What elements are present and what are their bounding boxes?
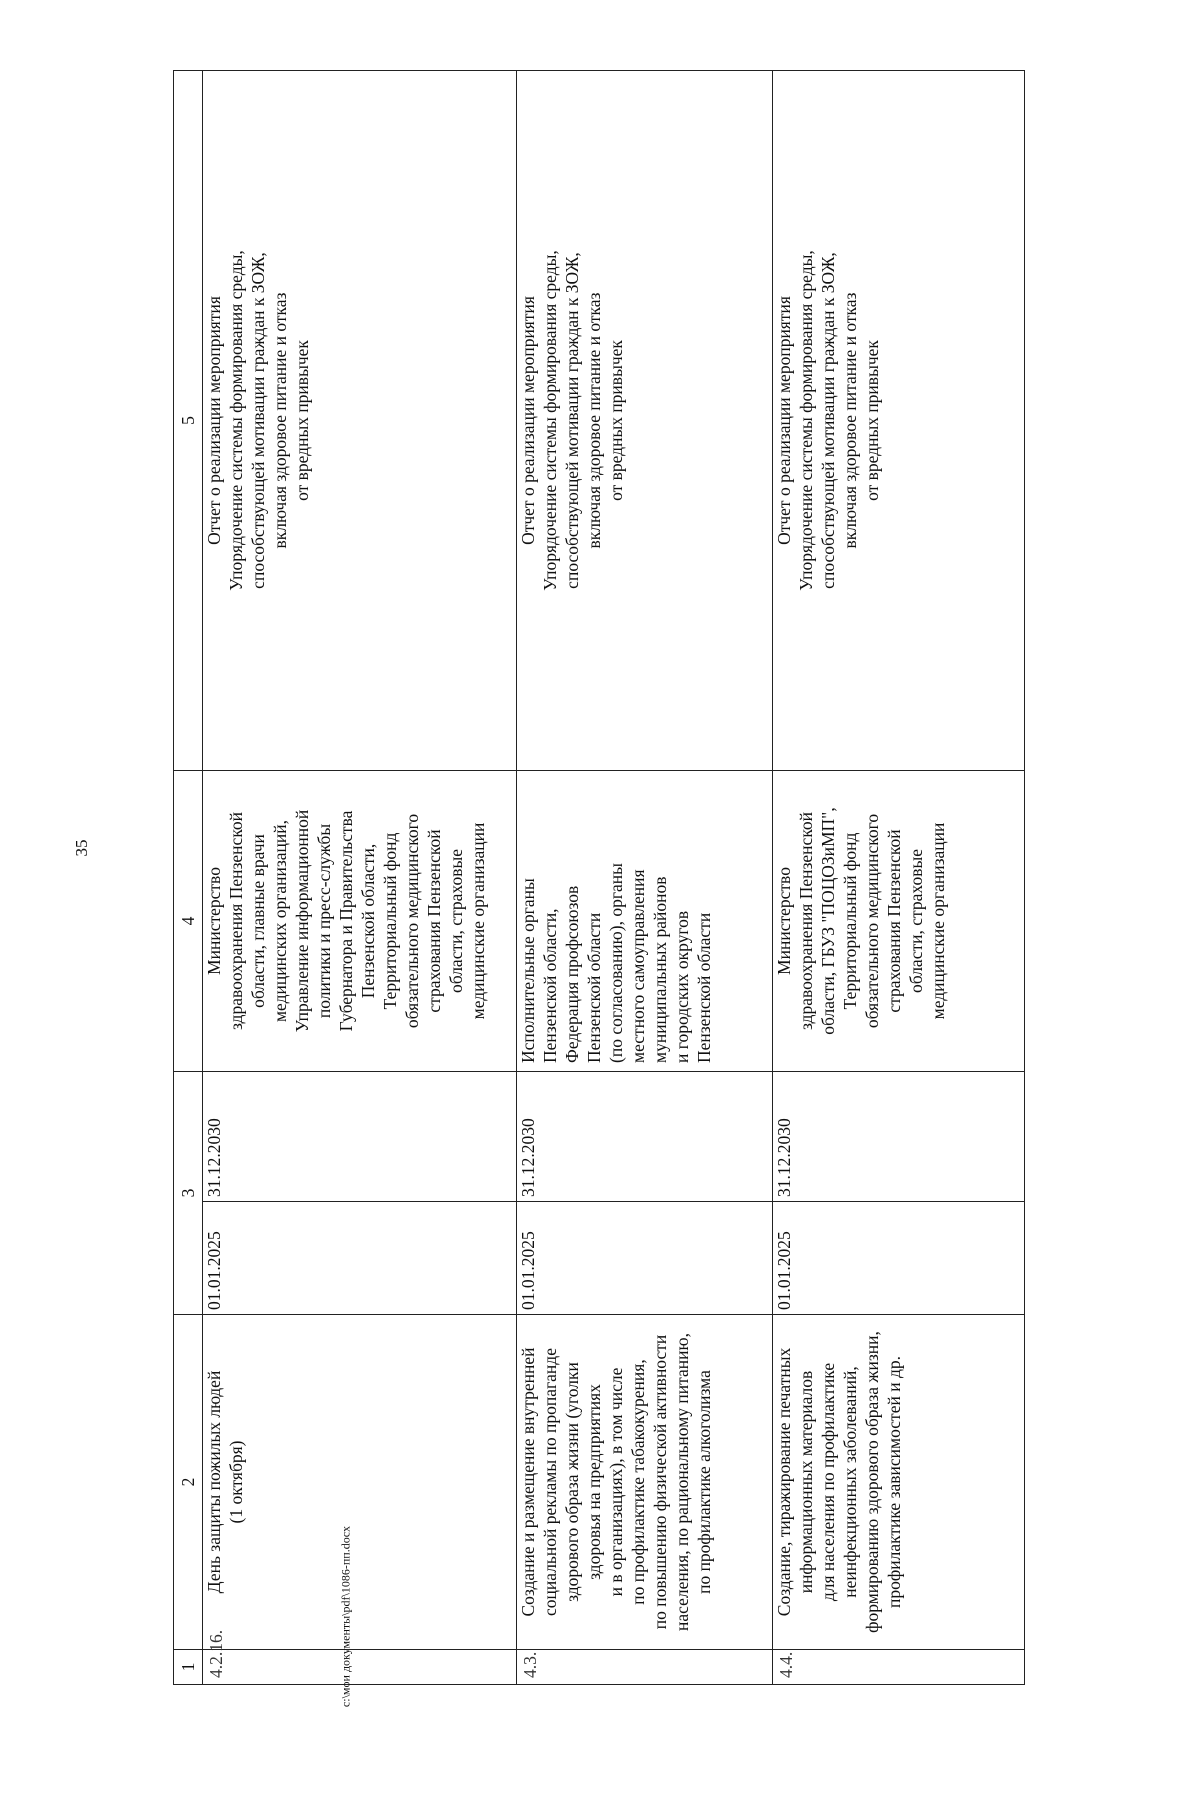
executor-line: области, ГБУЗ "ПОЦОЗиМП",	[818, 807, 838, 1035]
event-line: Создание, тиражирование печатных	[774, 1347, 794, 1617]
end-date-cell: 31.12.2030	[203, 1072, 517, 1202]
executor-line: Пензенской области	[584, 912, 604, 1063]
executor-line: Пензенской области,	[358, 843, 378, 999]
executor-line: Территориальный фонд	[380, 832, 400, 1010]
result-line: от вредных привычек	[292, 340, 312, 501]
executor-line: страхования Пензенской	[424, 829, 444, 1013]
event-line: по профилактике табакокурения,	[628, 1359, 648, 1605]
row-number: 4.3.	[517, 1650, 773, 1685]
executors-cell	[203, 771, 517, 1072]
result-line: включая здоровое питание и отказ	[840, 292, 860, 549]
executor-line: медицинские организации	[928, 822, 948, 1020]
end-date-cell: 31.12.2030	[773, 1072, 1025, 1202]
result-line: способствующей мотивации граждан к ЗОЖ,	[818, 252, 838, 589]
row-number: 4.2.16.	[203, 1650, 517, 1685]
executor-line: муниципальных районов	[650, 876, 670, 1063]
result-line: включая здоровое питание и отказ	[584, 292, 604, 549]
executor-line: Исполнительные органы	[518, 878, 538, 1063]
executor-line: местного самоуправления	[628, 869, 648, 1063]
header-row	[174, 71, 203, 1685]
executor-line: Министерство	[204, 867, 224, 975]
executor-line: Территориальный фонд	[840, 832, 860, 1010]
start-date-cell: 01.01.2025	[517, 1202, 773, 1315]
start-date-cell: 01.01.2025	[773, 1202, 1025, 1315]
event-line: и в организациях), в том числе	[606, 1367, 626, 1597]
event-line: социальной рекламы по пропаганде	[540, 1348, 560, 1616]
executors-cell	[773, 771, 1025, 1072]
event-line: День защиты пожилых людей	[204, 1370, 224, 1594]
result-line: Упорядочение системы формирования среды,	[226, 250, 246, 591]
executor-line: политики и пресс-службы	[314, 823, 334, 1019]
executor-line: области, страховые	[906, 848, 926, 994]
executor-line: Пензенской области,	[540, 908, 560, 1063]
executor-line: Федерация профсоюзов	[562, 885, 582, 1063]
rotated-table-container	[173, 71, 1023, 1685]
event-line: формированию здорового образа жизни,	[862, 1331, 882, 1633]
executor-line: области, главные врачи	[248, 834, 268, 1008]
executor-line: и городских округов	[672, 910, 692, 1063]
result-line: Отчет о реализации мероприятия	[204, 296, 224, 545]
executor-line: Пензенской области	[694, 912, 714, 1063]
executor-line: (по согласованию), органы	[606, 863, 626, 1063]
executor-line: здравоохранения Пензенской	[796, 811, 816, 1031]
result-line: Отчет о реализации мероприятия	[518, 296, 538, 545]
executors-cell	[517, 771, 773, 1072]
header-col-5: 5	[174, 71, 203, 771]
event-line: неинфекционных заболеваний,	[840, 1366, 860, 1598]
executor-line: обязательного медицинского	[862, 813, 882, 1029]
result-cell	[517, 71, 773, 771]
event-line: по повышению физической активности	[650, 1334, 670, 1630]
event-line: здорового образа жизни (уголки	[562, 1362, 582, 1602]
executor-line: медицинских организаций,	[270, 819, 290, 1023]
header-col-2: 2	[174, 1315, 203, 1650]
executor-line: Министерство	[774, 867, 794, 975]
event-cell	[203, 1315, 517, 1650]
result-line: Упорядочение системы формирования среды,	[796, 250, 816, 591]
event-line: информационных материалов	[796, 1370, 816, 1594]
event-line: профилактике зависимостей и др.	[884, 1356, 904, 1608]
table-row	[517, 71, 773, 1685]
row-number: 4.4.	[773, 1650, 1025, 1685]
executor-line: страхования Пензенской	[884, 829, 904, 1013]
plan-table	[173, 70, 1025, 1685]
start-date-cell: 01.01.2025	[203, 1202, 517, 1315]
result-line: Отчет о реализации мероприятия	[774, 296, 794, 545]
result-line: от вредных привычек	[606, 340, 626, 501]
end-date-cell: 31.12.2030	[517, 1072, 773, 1202]
table-row	[773, 71, 1025, 1685]
result-line: Упорядочение системы формирования среды,	[540, 250, 560, 591]
result-cell	[203, 71, 517, 771]
result-line: способствующей мотивации граждан к ЗОЖ,	[248, 252, 268, 589]
event-line: по профилактике алкоголизма	[694, 1370, 714, 1594]
event-cell	[517, 1315, 773, 1650]
page-number: 35	[72, 839, 91, 857]
header-col-3: 3	[174, 1072, 203, 1315]
executor-line: здравоохранения Пензенской	[226, 811, 246, 1031]
header-col-4: 4	[174, 771, 203, 1072]
event-line: Создание и размещение внутренней	[518, 1347, 538, 1617]
header-col-1: 1	[174, 1650, 203, 1685]
executor-line: Губернатора и Правительства	[336, 810, 356, 1032]
executor-line: Управление информационной	[292, 809, 312, 1033]
event-line: для населения по профилактике	[818, 1362, 838, 1602]
result-line: включая здоровое питание и отказ	[270, 292, 290, 549]
result-cell	[773, 71, 1025, 771]
event-line: здоровья на предприятиях	[584, 1384, 604, 1580]
event-line: населения, по рациональному питанию,	[672, 1333, 692, 1631]
event-cell	[773, 1315, 1025, 1650]
executor-line: обязательного медицинского	[402, 813, 422, 1029]
event-line: (1 октября)	[226, 1440, 246, 1524]
footer-file-path: c:\мои документы\pdf\1086-пп.docx	[338, 1525, 353, 1708]
executor-line: области, страховые	[446, 848, 466, 994]
result-line: от вредных привычек	[862, 340, 882, 501]
result-line: способствующей мотивации граждан к ЗОЖ,	[562, 252, 582, 589]
table-row	[203, 71, 517, 1685]
executor-line: медицинские организации	[468, 822, 488, 1020]
